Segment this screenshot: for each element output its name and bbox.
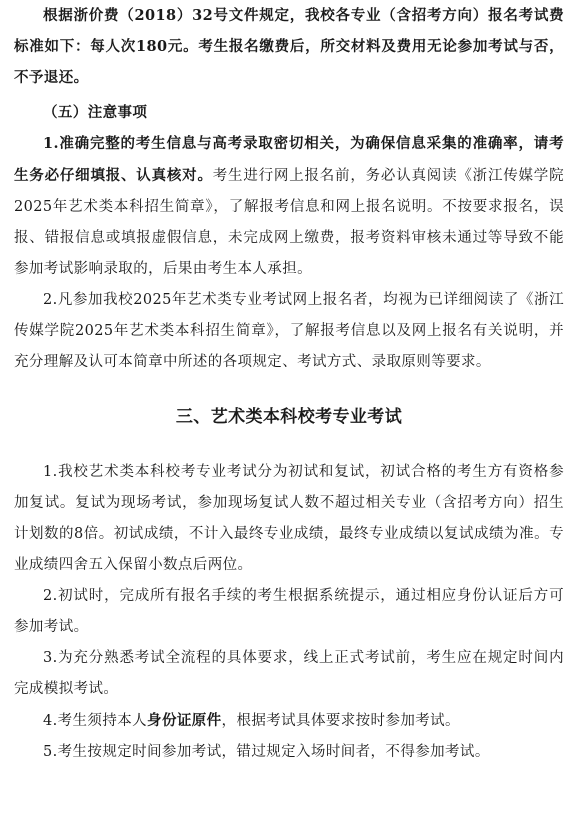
section-3-item-4-emphasis: 身份证原件 <box>147 712 222 729</box>
section-3-item-4-pre: 4.考生须持本人 <box>43 713 148 729</box>
section-3-item-1: 1.我校艺术类本科校考专业考试分为初试和复试，初试合格的考生方有资格参加复试。复试为现场考试，参加现场复试人数不超过相关专业（含招考方向）招生计划数的8倍。初试成绩，不计入最终专业成绩，最终专业成绩以复试成绩为准。专业成绩四舍五入保留小数点后两位。 <box>14 464 564 573</box>
notes-item-2: 2.凡参加我校2025年艺术类专业考试网上报名者，均视为已详细阅读了《浙江传媒学院2025年艺术类本科招生简章》，了解报考信息以及网上报名有关说明，并充分理解及认可本简章中所述的各项规定、考试方式、录取原则等要求。 <box>14 292 564 370</box>
notes-item-1-emphasis: 1.准确完整的考生信息与高考录取密切相关，为确保信息采集的准确率，请考生务必仔细填报、认真核对。 <box>14 135 564 184</box>
section-3-item-3: 3.为充分熟悉考试全流程的具体要求，线上正式考试前，考生应在规定时间内完成模拟考试。 <box>14 650 564 697</box>
section-3-heading: 三、艺术类本科校考专业考试 <box>175 407 403 427</box>
section-3-item-2: 2.初试时，完成所有报名手续的考生根据系统提示，通过相应身份认证后方可参加考试。 <box>14 588 564 635</box>
section-3-item-5: 5.考生按规定时间参加考试，错过规定入场时间者，不得参加考试。 <box>43 744 490 760</box>
notes-item-1 <box>14 128 564 285</box>
notes-heading: （五）注意事项 <box>43 104 148 121</box>
section-3-item-4 <box>14 705 564 737</box>
fee-paragraph: 根据浙价费（2018）32号文件规定，我校各专业（含招考方向）报名考试费标准如下：每人次180元。考生报名缴费后，所交材料及费用无论参加考试与否，不予退还。 <box>14 7 564 86</box>
notes-item-1-body: 考生进行网上报名前，务必认真阅读《浙江传媒学院2025年艺术类本科招生简章》，了解报考信息和网上报名说明。不按要求报名，误报、错报信息或填报虚假信息，未完成网上缴费，报考资料审核未通过等导致不能参加考试影响录取的，后果由考生本人承担。 <box>14 168 564 277</box>
section-3-item-4-post: ，根据考试具体要求按时参加考试。 <box>221 713 460 729</box>
